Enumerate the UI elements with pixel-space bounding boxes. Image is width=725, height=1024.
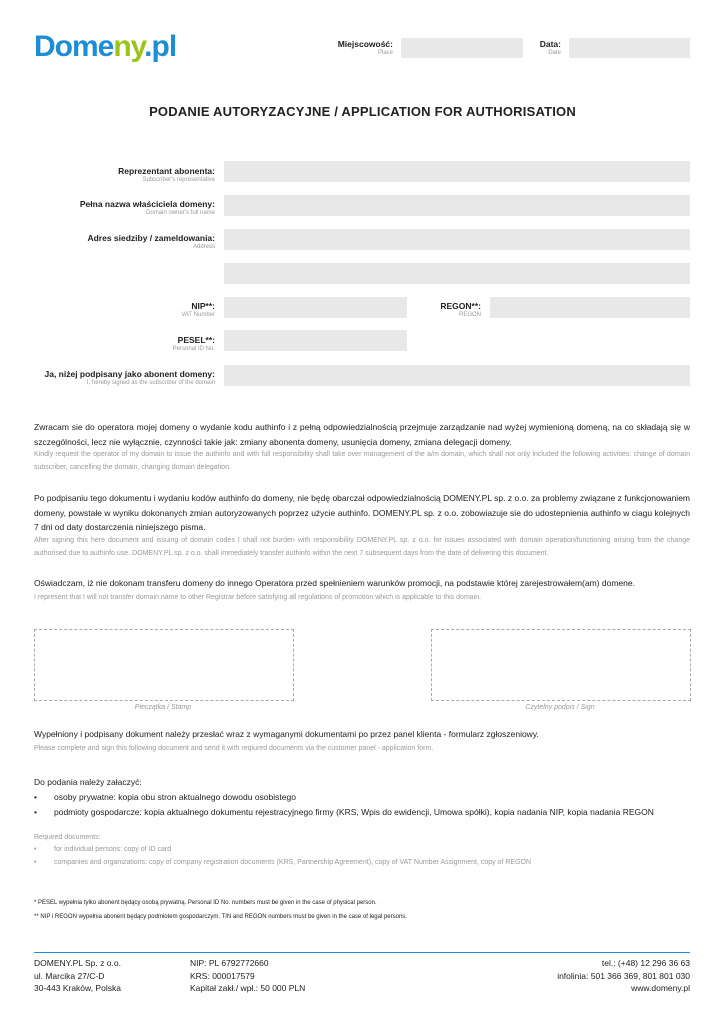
attachments-list-en [34,844,690,869]
paragraph-liability-en: After signing this here document and issuing of domain codes I shall not burden with responsibility DOMENY.PL sp. z o.o. for issues associated with domain operation/functioning arising from the change authorised due to authinfo use. DOMENY.PL sp. z o.o. shall immediately transfer authinfo within the next 7 subsequent days from the date of delivering this document. [34,537,690,557]
signature-caption: Czytelny podpis / Sign [525,704,595,711]
paragraph-authinfo-en: Kindly request the operator of my domain to issue the authinfo and with full responsibility shall take over management of the a/m domain, which shall not only included the following activities: change of domain subscriber, cancelling the domain, changing domain delegation. [34,451,690,471]
signed-label: Ja, niżej podpisany jako abonent domeny: I, hereby signed as the subscriber of the domain [44,369,215,386]
date-label: Data: Date [539,39,561,56]
regon-field[interactable] [490,297,690,318]
stamp-box[interactable] [34,629,294,701]
nip-label: NIP**: VAT Number [181,301,215,318]
note-nip-regon: ** NIP i REGON wypełnia abonent będący podmiotem gospodarczym. TIN and REGON numbers must be given in the case of legal persons. [34,914,407,920]
footer-registry: NIP: PL 6792772660 KRS: 000017579 Kapitał zakł./ wpł.: 50 000 PLN [190,958,306,993]
address-field-1[interactable] [224,229,690,250]
paragraph-transfer-en: I represent that I will not transfer domain name to other Registrar before satisfying all regulations of promotion which is applicable to this domain. [34,594,482,601]
submit-instruction-en: Please complete and sign this following document and send it with reqiured documents via the customer panel - application form. [34,745,434,752]
domeny-logo: Domeny.pl [34,30,177,63]
footer-divider [34,952,690,953]
attachments-heading-en: Required documents: [34,834,101,841]
pesel-label: PESEL**: Personal ID No. [172,335,215,352]
footer-address: DOMENY.PL Sp. z o.o. ul. Marcika 27/C-D 30-443 Kraków, Polska [34,958,121,993]
stamp-caption: Pieczątka / Stamp [134,704,192,711]
rep-field[interactable] [224,161,690,182]
rep-label: Reprezentant abonenta: Subscriber's representative [118,166,215,183]
address-field-2[interactable] [224,263,690,284]
address-label: Adres siedziby / zameldowania: Address [87,233,215,250]
list-item: • for individual persons: copy of ID card [34,844,690,857]
signature-box[interactable] [431,629,691,701]
owner-field[interactable] [224,195,690,216]
place-label: Miejscowość: Place [337,39,393,56]
owner-label: Pełna nazwa właściciela domeny: Domain owner's full name [79,199,215,216]
paragraph-liability: Po podpisaniu tego dokumentu i wydaniu kodów authinfo do domeny, nie będę obarczał odpowiedzialnością DOMENY.PL sp. z o.o. za problemy związane z funkcjonowaniem domeny, powstałe w wyniku dokonanych zmian autoryzowanych poprzez użycie authinfo. DOMENY.PL sp. z o.o. zobowiazuje sie do udostepnienia authinfo w ciagu kolejnych 7 dni od daty dostarczenia niniejszego pisma. [34,493,690,532]
paragraph-transfer: Oświadczam, iż nie dokonam transferu domeny do innego Operatora przed spełnieniem warunków promocji, na podstawie której zarejestrowałem(am) domene. [34,578,635,588]
attachments-heading: Do podania należy załaczyć: [34,777,142,787]
place-field[interactable] [401,38,523,58]
regon-label: REGON**: REGON [440,301,481,318]
website-link[interactable]: www.domeny.pl [631,983,690,993]
note-pesel: * PESEL wypełnia tylko abonent będący osobą prywatną. Personal ID No. numbers must be given in the case of physical person. [34,900,377,906]
paragraph-authinfo: Zwracam sie do operatora mojej domeny o wydanie kodu authinfo i z pełną odpowiedzialnością przejmuje zarządzanie nad wyżej wymienioną domeną, na co składają się w szczególności, lecz nie wyłącznie, czynności takie jak: zmiany abonenta domeny, usunięcia domeny, zmiana delegacji domeny. [34,422,690,447]
list-item: • osoby prywatne: kopia obu stron aktualnego dowodu osobistego [34,790,690,805]
nip-field[interactable] [224,297,407,318]
list-item: • podmioty gospodarcze: kopia aktualnego dokumentu rejestracyjnego firmy (KRS, Wpis do ewidencji, Umowa spółki), kopia nadania NIP, kopia nadania REGON [34,805,690,820]
list-item: • companies and organizations: copy of company registration documents (KRS, Partnership Agreement), copy of VAT Number Assignment, copy of REGON [34,857,690,870]
submit-instruction: Wypełniony i podpisany dokument należy przesłać wraz z wymaganymi dokumentami po przez panel klienta - formularz zgłoszeniowy. [34,729,539,739]
footer-contact: tel.: (+48) 12 296 36 63 infolinia: 501 366 369, 801 801 030 www.domeny.pl [557,958,690,993]
pesel-field[interactable] [224,330,407,351]
page-title: PODANIE AUTORYZACYJNE / APPLICATION FOR AUTHORISATION [149,104,576,119]
date-field[interactable] [569,38,690,58]
attachments-list [34,790,690,820]
signed-field[interactable] [224,365,690,386]
